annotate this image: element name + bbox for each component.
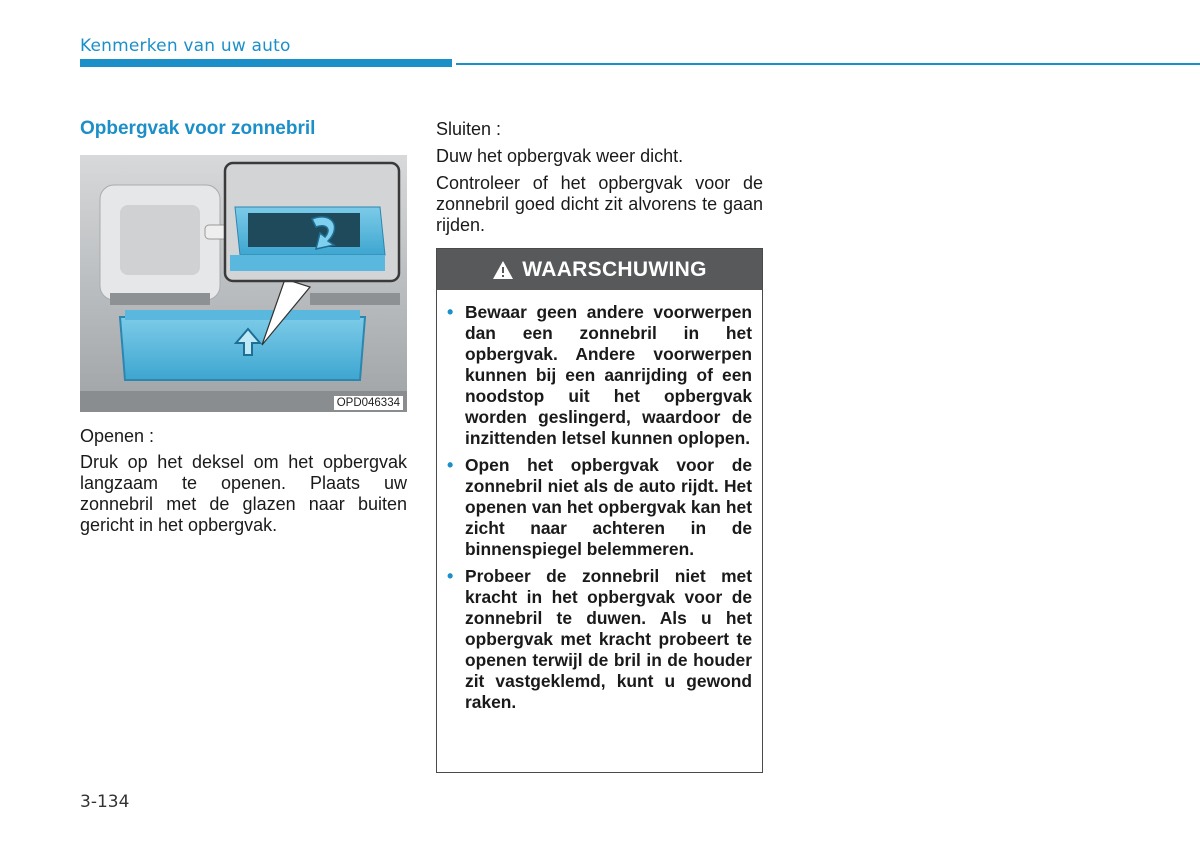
page-number: 3-134	[80, 792, 130, 812]
warning-list	[437, 290, 762, 713]
warning-item	[447, 302, 752, 449]
warning-title: WAARSCHUWING	[522, 257, 707, 281]
running-header: Kenmerken van uw auto	[80, 36, 291, 56]
bullet-icon: •	[447, 566, 454, 586]
warning-item-text: Open het opbergvak voor de zonnebril niet als de auto rijdt. Het openen van het opbergvak kan het zicht naar achteren in de binnenspiegel belemmeren.	[465, 455, 752, 559]
close-label: Sluiten :	[436, 119, 502, 139]
warning-item	[447, 566, 752, 713]
warning-header	[437, 249, 762, 290]
close-instructions: Duw het opbergvak weer dicht.	[436, 146, 684, 166]
warning-item-text: Bewaar geen andere voorwerpen dan een zonnebril in het opbergvak. Andere voorwerpen kunnen bij een aanrijding of een noodstop uit het opbergvak worden geslingerd, waardoor de inzittenden letsel kunnen oplopen.	[465, 302, 752, 448]
overhead-console-illustration	[80, 155, 407, 412]
sunglass-holder-photo	[80, 155, 407, 412]
open-instructions: Druk op het deksel om het opbergvak langzaam te openen. Plaats uw zonnebril met de glazen naar buiten gericht in het opbergvak.	[80, 452, 407, 535]
warning-triangle-icon	[492, 260, 514, 280]
bullet-icon: •	[447, 302, 454, 322]
check-instructions: Controleer of het opbergvak voor de zonnebril goed dicht zit alvorens te gaan rijden.	[436, 173, 763, 235]
bullet-icon: •	[447, 455, 454, 475]
section-heading: Opbergvak voor zonnebril	[80, 118, 316, 139]
figure-code: OPD046334	[334, 396, 403, 410]
header-rule-thick	[80, 59, 452, 67]
open-label: Openen :	[80, 426, 155, 446]
warning-box	[436, 248, 763, 773]
warning-item	[447, 455, 752, 560]
warning-item-text: Probeer de zonnebril niet met kracht in het opbergvak voor de zonnebril te duwen. Als u het opbergvak met kracht probeert te openen terwijl de bril in de houder zit vastgeklemd, kunt u gewond raken.	[465, 566, 752, 712]
header-rule-thin	[456, 63, 1200, 65]
